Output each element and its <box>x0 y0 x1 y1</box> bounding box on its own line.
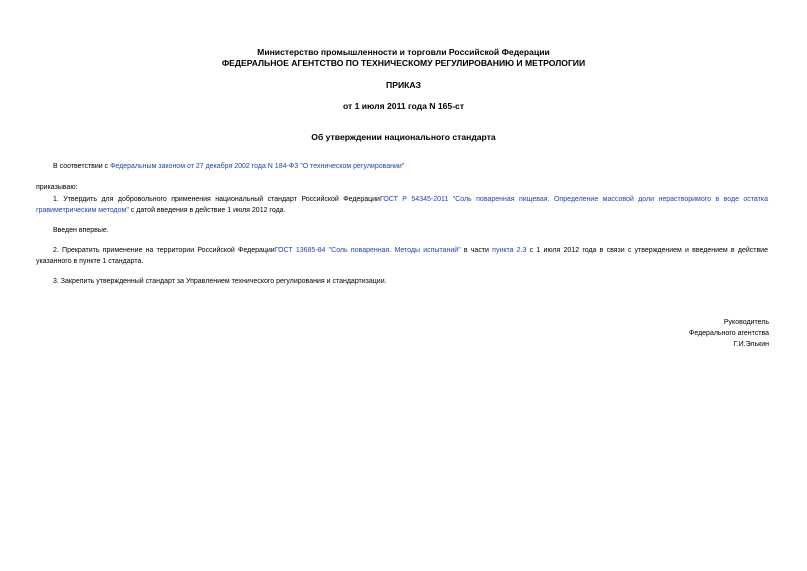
agency-name: ФЕДЕРАЛЬНОЕ АГЕНТСТВО ПО ТЕХНИЧЕСКОМУ РЕГУЛИРОВАНИЮ И МЕТРОЛОГИИ <box>221 58 586 68</box>
order-subject: Об утверждении национального стандарта <box>311 132 496 142</box>
item2-text: 2. Прекратить применение на территории Российской Федерации <box>53 247 275 254</box>
signature-block <box>689 317 769 350</box>
item1-paragraph <box>36 194 768 216</box>
item1-text-after: с датой введения в действие 1 июля 2012 года. <box>128 207 286 214</box>
item3-paragraph: 3. Закрепить утвержденный стандарт за Управлением технического регулирования и стандартизации. <box>53 278 387 285</box>
document-header <box>0 47 807 69</box>
gost-13685-link[interactable]: ГОСТ 13685-84 "Соль поваренная. Методы испытаний" <box>274 247 461 254</box>
item2-text-middle: в части <box>460 247 493 254</box>
item1-text: 1. Утвердить для добровольного применения национальный стандарт Российской Федерации <box>53 196 380 203</box>
signature-agency: Федерального агентства <box>689 330 769 337</box>
item2-paragraph <box>36 245 768 267</box>
ministry-name: Министерство промышленности и торговли Российской Федерации <box>257 47 550 57</box>
order-date: от 1 июля 2011 года N 165-ст <box>342 101 465 111</box>
preamble-text: В соответствии с <box>53 163 111 170</box>
item2-text-after: с 1 июля 2012 года в связи с утверждением и введением в действие указанного в пункте 1 стандарта. <box>36 247 768 265</box>
signature-position: Руководитель <box>723 319 769 326</box>
signature-name: Г.И.Элькин <box>733 341 769 348</box>
gost-r-54345-link[interactable]: ГОСТ Р 54345-2011 "Соль поваренная пищевая. Определение массовой доли нерастворимого в воде остатка гравиметрическим методом" <box>36 196 768 214</box>
order-word: приказываю: <box>36 184 78 191</box>
introduced-note: Введен впервые. <box>53 227 109 234</box>
clause-2-3-link[interactable]: пункта 2.3 <box>492 247 527 254</box>
preamble-paragraph <box>36 161 768 172</box>
order-title: ПРИКАЗ <box>386 80 421 90</box>
federal-law-link[interactable]: Федеральным законом от 27 декабря 2002 года N 184-ФЗ "О техническом регулировании" <box>110 163 405 170</box>
